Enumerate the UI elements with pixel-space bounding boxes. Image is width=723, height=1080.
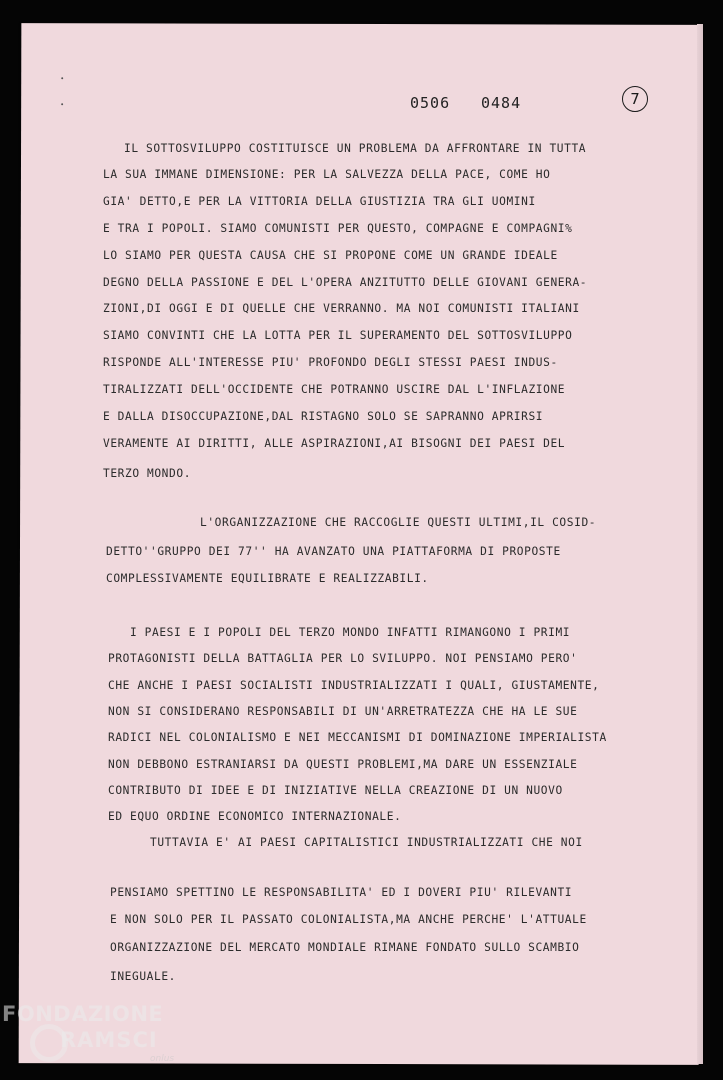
text-line: SIAMO CONVINTI CHE LA LOTTA PER IL SUPERAMENTO DEL SOTTOSVILUPPO — [103, 329, 573, 342]
text-line: RADICI NEL COLONIALISMO E NEI MECCANISMI DI DOMINAZIONE IMPERIALISTA — [108, 731, 607, 744]
text-line: CHE ANCHE I PAESI SOCIALISTI INDUSTRIALIZZATI I QUALI, GIUSTAMENTE, — [108, 679, 600, 692]
text-line: GIA' DETTO,E PER LA VITTORIA DELLA GIUSTIZIA TRA GLI UOMINI — [103, 195, 536, 208]
text-line: LA SUA IMMANE DIMENSIONE: PER LA SALVEZZA DELLA PACE, COME HO — [103, 168, 551, 181]
text-line: PROTAGONISTI DELLA BATTAGLIA PER LO SVILUPPO. NOI PENSIAMO PERO' — [108, 652, 578, 665]
text-line: E TRA I POPOLI. SIAMO COMUNISTI PER QUESTO, COMPAGNE E COMPAGNI% — [103, 222, 573, 235]
text-line: NON DEBBONO ESTRANIARSI DA QUESTI PROBLEMI,MA DARE UN ESSENZIALE — [108, 758, 578, 771]
text-line: ZIONI,DI OGGI E DI QUELLE CHE VERRANNO. MA NOI COMUNISTI ITALIANI — [103, 302, 580, 315]
text-line: IL SOTTOSVILUPPO COSTITUISCE UN PROBLEMA DA AFFRONTARE IN TUTTA — [124, 142, 587, 155]
text-line: TIRALIZZATI DELL'OCCIDENTE CHE POTRANNO USCIRE DAL L'INFLAZIONE — [103, 383, 566, 396]
text-line: I PAESI E I POPOLI DEL TERZO MONDO INFATTI RIMANGONO I PRIMI — [130, 626, 571, 639]
text-line: ORGANIZZAZIONE DEL MERCATO MONDIALE RIMANE FONDATO SULLO SCAMBIO — [110, 941, 580, 954]
page-mark-circled: 7 — [622, 86, 648, 112]
text-line: INEGUALE. — [110, 970, 177, 983]
archive-number: 0484 — [481, 94, 522, 112]
text-line: PENSIAMO SPETTINO LE RESPONSABILITA' ED I DOVERI PIU' RILEVANTI — [110, 886, 573, 899]
text-line: DEGNO DELLA PASSIONE E DEL L'OPERA ANZITUTTO DELLE GIOVANI GENERA- — [103, 276, 588, 289]
text-line: LO SIAMO PER QUESTA CAUSA CHE SI PROPONE COME UN GRANDE IDEALE — [103, 249, 558, 262]
watermark-subtitle: RAMSCI — [60, 1028, 158, 1052]
watermark-title: FONDAZIONE — [2, 1002, 164, 1026]
text-line: VERAMENTE AI DIRITTI, ALLE ASPIRAZIONI,AI BISOGNI DEI PAESI DEL — [103, 437, 566, 450]
watermark-suffix: onlus — [150, 1054, 175, 1064]
paper-speck — [61, 103, 63, 105]
text-line: TUTTAVIA E' AI PAESI CAPITALISTICI INDUSTRIALIZZATI CHE NOI — [150, 836, 583, 849]
text-line: COMPLESSIVAMENTE EQUILIBRATE E REALIZZABILI. — [106, 572, 429, 585]
text-line: DETTO''GRUPPO DEI 77'' HA AVANZATO UNA PIATTAFORMA DI PROPOSTE — [106, 545, 561, 558]
text-line: NON SI CONSIDERANO RESPONSABILI DI UN'ARRETRATEZZA CHE HA LE SUE — [108, 705, 578, 718]
paper-speck — [61, 77, 63, 79]
archive-number: 0506 — [410, 94, 451, 112]
text-line: E NON SOLO PER IL PASSATO COLONIALISTA,MA ANCHE PERCHE' L'ATTUALE — [110, 913, 587, 926]
text-line: E DALLA DISOCCUPAZIONE,DAL RISTAGNO SOLO SE SAPRANNO APRIRSI — [103, 410, 544, 423]
paper-edge — [697, 24, 703, 1064]
fondazione-gramsci-watermark — [2, 1000, 202, 1080]
text-line: L'ORGANIZZAZIONE CHE RACCOGLIE QUESTI ULTIMI,IL COSID- — [200, 516, 597, 529]
text-line: RISPONDE ALL'INTERESSE PIU' PROFONDO DEGLI STESSI PAESI INDUS- — [103, 356, 558, 369]
text-line: CONTRIBUTO DI IDEE E DI INIZIATIVE NELLA CREAZIONE DI UN NUOVO — [108, 784, 563, 797]
text-line: TERZO MONDO. — [103, 467, 192, 480]
text-line: ED EQUO ORDINE ECONOMICO INTERNAZIONALE. — [108, 810, 402, 823]
